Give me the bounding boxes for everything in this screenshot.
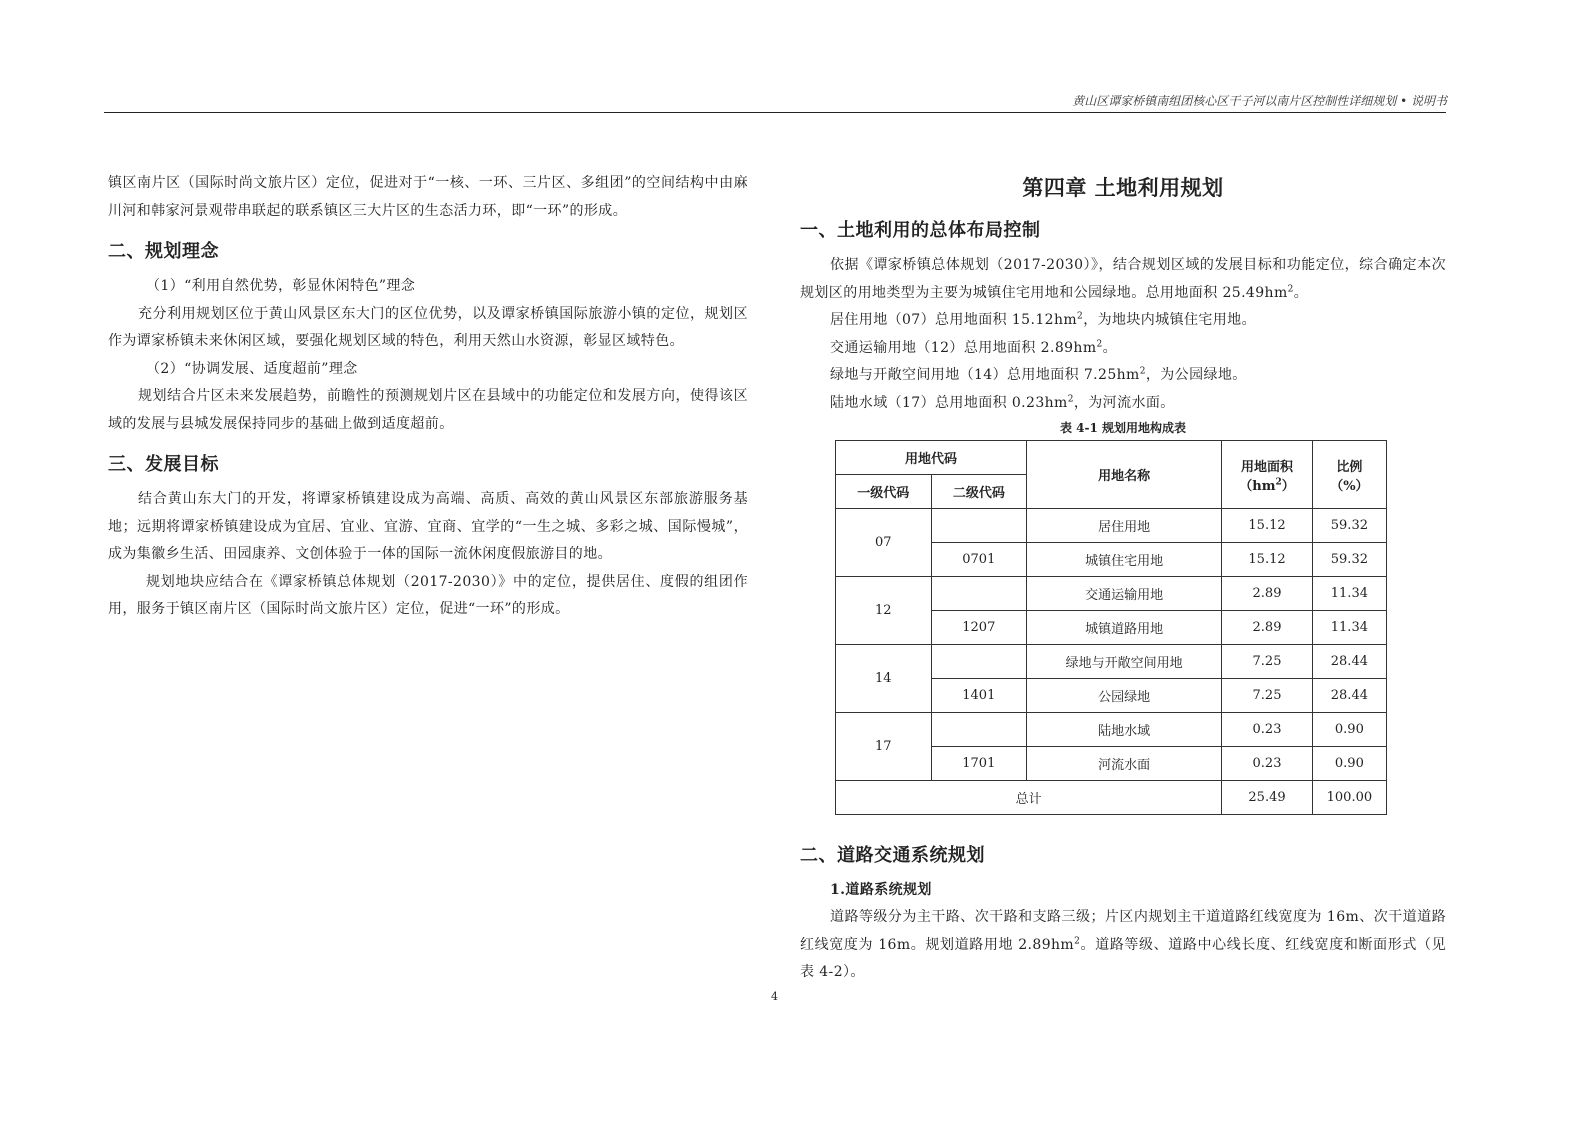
- area-cell: 7.25: [1222, 679, 1312, 713]
- land-name-cell: 交通运输用地: [1027, 577, 1222, 611]
- header-level2-code: 二级代码: [931, 475, 1027, 509]
- table-row: [836, 509, 1387, 543]
- goal-paragraph-2: 规划地块应结合在《谭家桥镇总体规划（2017-2030）》中的定位，提供居住、度假的组团作用，服务于镇区南片区（国际时尚文旅片区）定位，促进“一环”的形成。: [108, 573, 748, 617]
- land-use-table: [835, 440, 1387, 815]
- land-name-cell: 城镇住宅用地: [1027, 543, 1222, 577]
- intro-paragraph: 镇区南片区（国际时尚文旅片区）定位，促进对于“一核、一环、三片区、多组团”的空间结构中由麻川河和韩家河景观带串联起的联系镇区三大片区的生态活力环，即“一环”的形成。: [108, 175, 748, 219]
- water-area-line: 陆地水域（17）总用地面积 $0.23hm^2$，为河流水面。: [830, 393, 1175, 411]
- traffic-land-line: 交通运输用地（12）总用地面积 $2.89hm^2$。: [830, 338, 1118, 356]
- total-area-cell: 25.49: [1222, 781, 1312, 815]
- area-cell: 15.12: [1222, 543, 1312, 577]
- residential-line: 居住用地（07）总用地面积 $15.12hm^2$，为地块内城镇住宅用地。: [830, 311, 1256, 328]
- area-cell: 0.23: [1222, 713, 1312, 747]
- page-number: 4: [771, 990, 778, 1003]
- ratio-cell: 11.34: [1312, 611, 1386, 645]
- ratio-cell: 28.44: [1312, 679, 1386, 713]
- running-header: 黄山区谭家桥镇南组团核心区干子河以南片区控制性详细规划 • 说明书: [1072, 94, 1447, 108]
- ratio-cell: 0.90: [1312, 747, 1386, 781]
- area-cell: 7.25: [1222, 645, 1312, 679]
- level2-code-cell: 1401: [931, 679, 1027, 713]
- level2-code-cell: 1207: [931, 611, 1027, 645]
- level2-code-cell: 1701: [931, 747, 1027, 781]
- header-land-name: 用地名称: [1027, 441, 1222, 509]
- land-name-cell: 绿地与开敞空间用地: [1027, 645, 1222, 679]
- table-caption: 表 4-1 规划用地构成表: [1059, 421, 1187, 435]
- table-row: [836, 645, 1387, 679]
- land-name-cell: 河流水面: [1027, 747, 1222, 781]
- area-cell: 15.12: [1222, 509, 1312, 543]
- heading-road-traffic: 二、道路交通系统规划: [800, 845, 985, 866]
- level1-code-cell: 14: [836, 645, 932, 713]
- table-row: [836, 577, 1387, 611]
- goal-paragraph-1: 结合黄山东大门的开发，将谭家桥镇建设成为高端、高质、高效的黄山风景区东部旅游服务基地；远期将谭家桥镇建设成为宜居、宜业、宜游、宜商、宜学的“一生之城、多彩之城、国际慢城”，成为集徽乡生活、田园康养、文创体验于一体的国际一流休闲度假旅游目的地。: [108, 491, 748, 562]
- road-system-paragraph: 道路等级分为主干路、次干路和支路三级；片区内规划主干道道路红线宽度为 16m、次干道道路红线宽度为 16m。规划道路用地 $2.89hm^2$。道路等级、道路中心线长度、红线宽度和断面形式（见表 4-2）。: [800, 909, 1447, 980]
- heading-land-layout: 一、土地利用的总体布局控制: [800, 220, 1041, 241]
- heading-planning-concept: 二、规划理念: [108, 241, 219, 262]
- header-ratio: 比例 （%）: [1312, 441, 1386, 509]
- chapter-title: 第四章 土地利用规划: [1022, 176, 1224, 200]
- land-name-cell: 城镇道路用地: [1027, 611, 1222, 645]
- heading-road-system: 1.道路系统规划: [830, 882, 932, 898]
- concept1-body: 充分利用规划区位于黄山风景区东大门的区位优势，以及谭家桥镇国际旅游小镇的定位，规划区作为谭家桥镇未来休闲区域，要强化规划区域的特色，利用天然山水资源，彰显区域特色。: [108, 305, 748, 349]
- concept2-body: 规划结合片区未来发展趋势，前瞻性的预测规划片区在县域中的功能定位和发展方向，使得该区域的发展与县城发展保持同步的基础上做到适度超前。: [108, 388, 748, 432]
- area-cell: 0.23: [1222, 747, 1312, 781]
- heading-development-goal: 三、发展目标: [108, 454, 219, 475]
- ratio-cell: 59.32: [1312, 509, 1386, 543]
- land-name-cell: 公园绿地: [1027, 679, 1222, 713]
- concept2-title: （2）“协调发展、适度超前”理念: [146, 360, 358, 377]
- table-total-row: [836, 781, 1387, 815]
- header-land-code: 用地代码: [836, 441, 1027, 475]
- area-cell: 2.89: [1222, 611, 1312, 645]
- total-label-cell: 总计: [836, 781, 1222, 815]
- level2-code-cell: 0701: [931, 543, 1027, 577]
- level1-code-cell: 17: [836, 713, 932, 781]
- layout-paragraph: 依据《谭家桥镇总体规划（2017-2030）》，结合规划区域的发展目标和功能定位，综合确定本次规划区的用地类型为主要为城镇住宅用地和公园绿地。总用地面积 $25.49hm^2$。: [800, 257, 1446, 301]
- concept1-title: （1）“利用自然优势，彰显休闲特色”理念: [146, 278, 416, 294]
- level2-code-cell: [931, 577, 1027, 611]
- ratio-cell: 11.34: [1312, 577, 1386, 611]
- ratio-cell: 28.44: [1312, 645, 1386, 679]
- level2-code-cell: [931, 509, 1027, 543]
- level2-code-cell: [931, 713, 1027, 747]
- table-row: [836, 713, 1387, 747]
- area-cell: 2.89: [1222, 577, 1312, 611]
- land-name-cell: 陆地水域: [1027, 713, 1222, 747]
- header-level1-code: 一级代码: [836, 475, 932, 509]
- header-area: 用地面积 $(hm^2)$: [1222, 441, 1312, 509]
- level1-code-cell: 12: [836, 577, 932, 645]
- total-ratio-cell: 100.00: [1312, 781, 1386, 815]
- level1-code-cell: 07: [836, 509, 932, 577]
- left-column: [108, 170, 748, 624]
- land-name-cell: 居住用地: [1027, 509, 1222, 543]
- ratio-cell: 0.90: [1312, 713, 1386, 747]
- green-space-line: 绿地与开敞空间用地（14）总用地面积 $7.25hm^2$，为公园绿地。: [830, 366, 1247, 383]
- ratio-cell: 59.32: [1312, 543, 1386, 577]
- right-column: [800, 172, 1446, 987]
- header-rule: [104, 112, 1446, 113]
- level2-code-cell: [931, 645, 1027, 679]
